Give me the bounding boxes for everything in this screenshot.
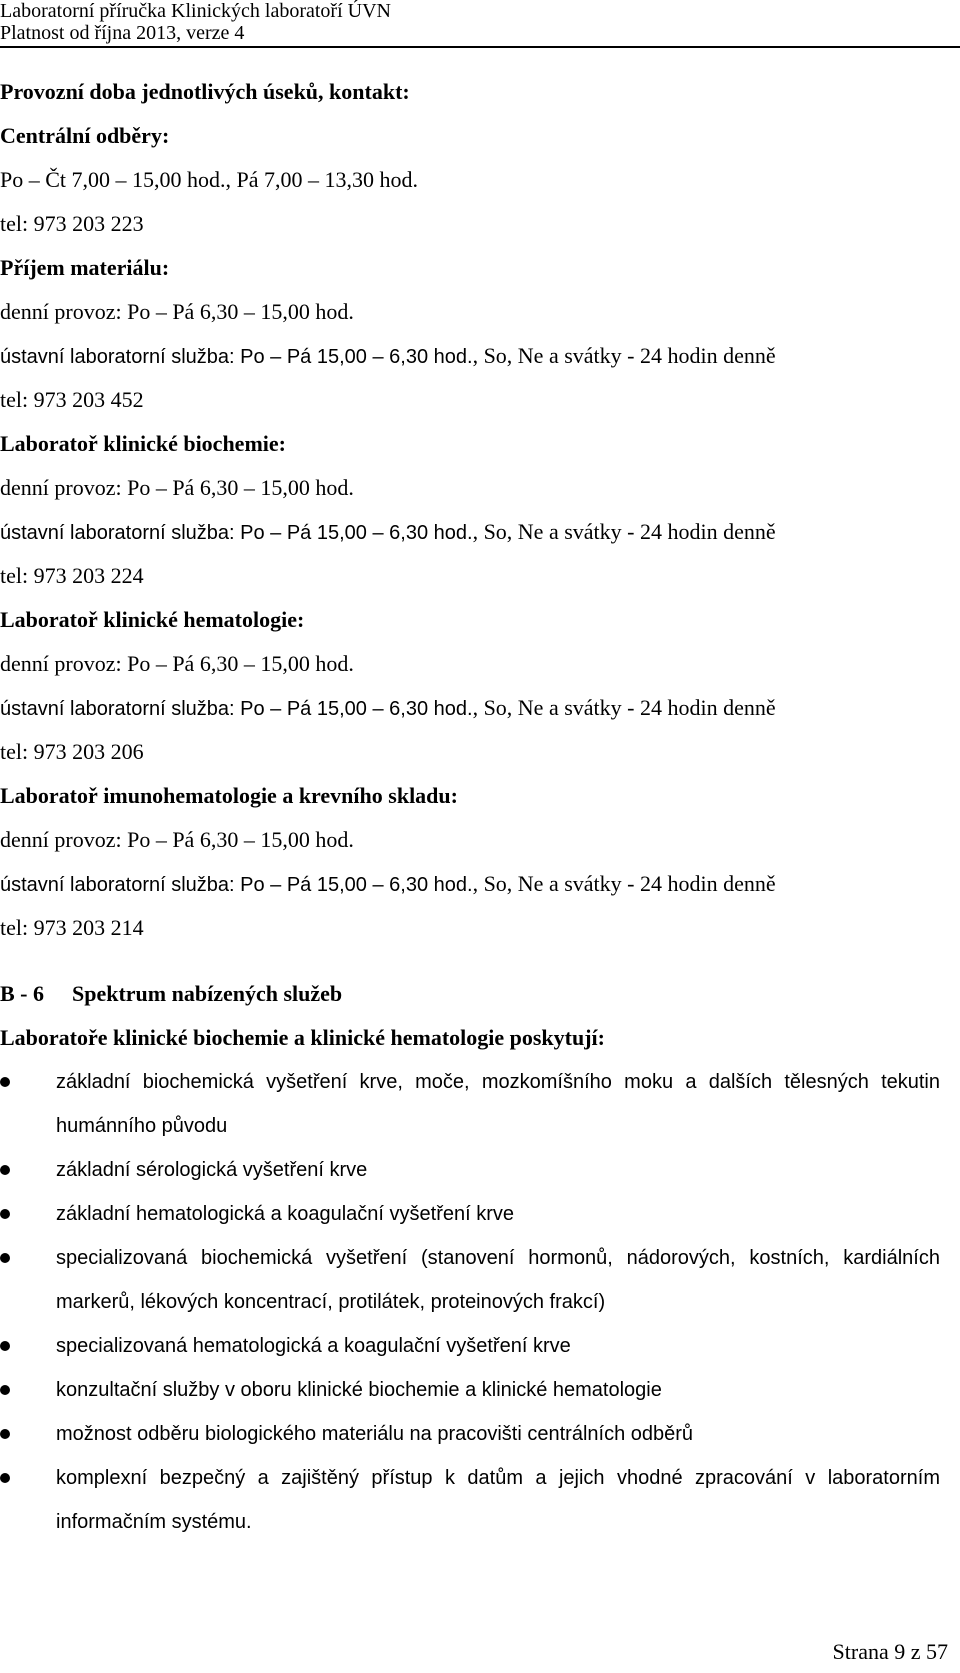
central-tel: tel: 973 203 223: [0, 211, 144, 236]
list-item: [0, 1324, 960, 1368]
page-header: [0, 0, 960, 44]
immuno-service-hours: ústavní laboratorní služba: Po – Pá 15,00 – 6,30 hod.: [0, 874, 473, 896]
section-title: Spektrum nabízených služeb: [72, 981, 343, 1006]
hemato-day: denní provoz: Po – Pá 6,30 – 15,00 hod.: [0, 651, 354, 676]
list-item: [0, 1192, 960, 1236]
immuno-tel: tel: 973 203 214: [0, 915, 144, 940]
list-item-text: základní biochemická vyšetření krve, moče, mozkomíšního moku a dalších tělesných tekutin humánního původu: [56, 1071, 940, 1137]
immuno-day: denní provoz: Po – Pá 6,30 – 15,00 hod.: [0, 827, 354, 852]
immuno-name: Laboratoř imunohematologie a krevního skladu:: [0, 783, 458, 808]
list-item-text: základní sérologická vyšetření krve: [56, 1159, 368, 1181]
hemato-service: [0, 686, 960, 730]
document-validity: Platnost od října 2013, verze 4: [0, 22, 245, 44]
bullet-icon: [0, 1429, 10, 1439]
list-item-text: specializovaná hematologická a koagulační vyšetření krve: [56, 1335, 571, 1357]
biochem-name: Laboratoř klinické biochemie:: [0, 431, 286, 456]
receipt-service-weekend: , So, Ne a svátky - 24 hodin denně: [472, 343, 776, 368]
list-item-text: specializovaná biochemická vyšetření (stanovení hormonů, nádorových, kostních, kardiálních markerů, lékových koncentrací, protilátek, proteinových frakcí): [56, 1247, 940, 1313]
document-title: Laboratorní příručka Klinických laboratoří ÚVN: [0, 0, 391, 22]
list-item: [0, 1368, 960, 1412]
list-item: [0, 1456, 960, 1544]
hemato-name: Laboratoř klinické hematologie:: [0, 607, 305, 632]
section-intro: Laboratoře klinické biochemie a klinické hematologie poskytují:: [0, 1025, 605, 1050]
biochem-day: denní provoz: Po – Pá 6,30 – 15,00 hod.: [0, 475, 354, 500]
bullet-icon: [0, 1385, 10, 1395]
list-item: [0, 1412, 960, 1456]
section-heading: [0, 972, 960, 1016]
biochem-service-weekend: , So, Ne a svátky - 24 hodin denně: [472, 519, 776, 544]
bullet-icon: [0, 1165, 10, 1175]
hemato-service-weekend: , So, Ne a svátky - 24 hodin denně: [472, 695, 776, 720]
bullet-icon: [0, 1077, 10, 1087]
list-item-text: základní hematologická a koagulační vyšetření krve: [56, 1203, 515, 1225]
bullet-icon: [0, 1209, 10, 1219]
bullet-icon: [0, 1253, 10, 1263]
bullet-icon: [0, 1341, 10, 1351]
hours-heading: Provozní doba jednotlivých úseků, kontakt:: [0, 79, 410, 104]
biochem-tel: tel: 973 203 224: [0, 563, 144, 588]
page-number: Strana 9 z 57: [832, 1639, 948, 1664]
services-list: [0, 1060, 960, 1544]
list-item-text: konzultační služby v oboru klinické biochemie a klinické hematologie: [56, 1379, 662, 1401]
central-hours: Po – Čt 7,00 – 15,00 hod., Pá 7,00 – 13,30 hod.: [0, 167, 419, 192]
immuno-service-weekend: , So, Ne a svátky - 24 hodin denně: [472, 871, 776, 896]
receipt-service-hours: ústavní laboratorní služba: Po – Pá 15,00 – 6,30 hod.: [0, 346, 473, 368]
bullet-icon: [0, 1473, 10, 1483]
receipt-tel: tel: 973 203 452: [0, 387, 144, 412]
list-item: [0, 1060, 960, 1148]
list-item: [0, 1236, 960, 1324]
receipt-day: denní provoz: Po – Pá 6,30 – 15,00 hod.: [0, 299, 354, 324]
list-item: [0, 1148, 960, 1192]
list-item-text: možnost odběru biologického materiálu na pracovišti centrálních odběrů: [56, 1423, 694, 1445]
section-code: B - 6: [0, 981, 44, 1006]
receipt-name: Příjem materiálu:: [0, 255, 170, 280]
hemato-tel: tel: 973 203 206: [0, 739, 144, 764]
hemato-service-hours: ústavní laboratorní služba: Po – Pá 15,00 – 6,30 hod.: [0, 698, 473, 720]
biochem-service-hours: ústavní laboratorní služba: Po – Pá 15,00 – 6,30 hod.: [0, 522, 473, 544]
biochem-service: [0, 510, 960, 554]
header-divider: [0, 46, 960, 48]
immuno-service: [0, 862, 960, 906]
page-content: [0, 70, 960, 1544]
central-name: Centrální odběry:: [0, 123, 170, 148]
list-item-text: komplexní bezpečný a zajištěný přístup k datům a jejich vhodné zpracování v laboratorním informačním systému.: [56, 1467, 940, 1533]
receipt-service: [0, 334, 960, 378]
